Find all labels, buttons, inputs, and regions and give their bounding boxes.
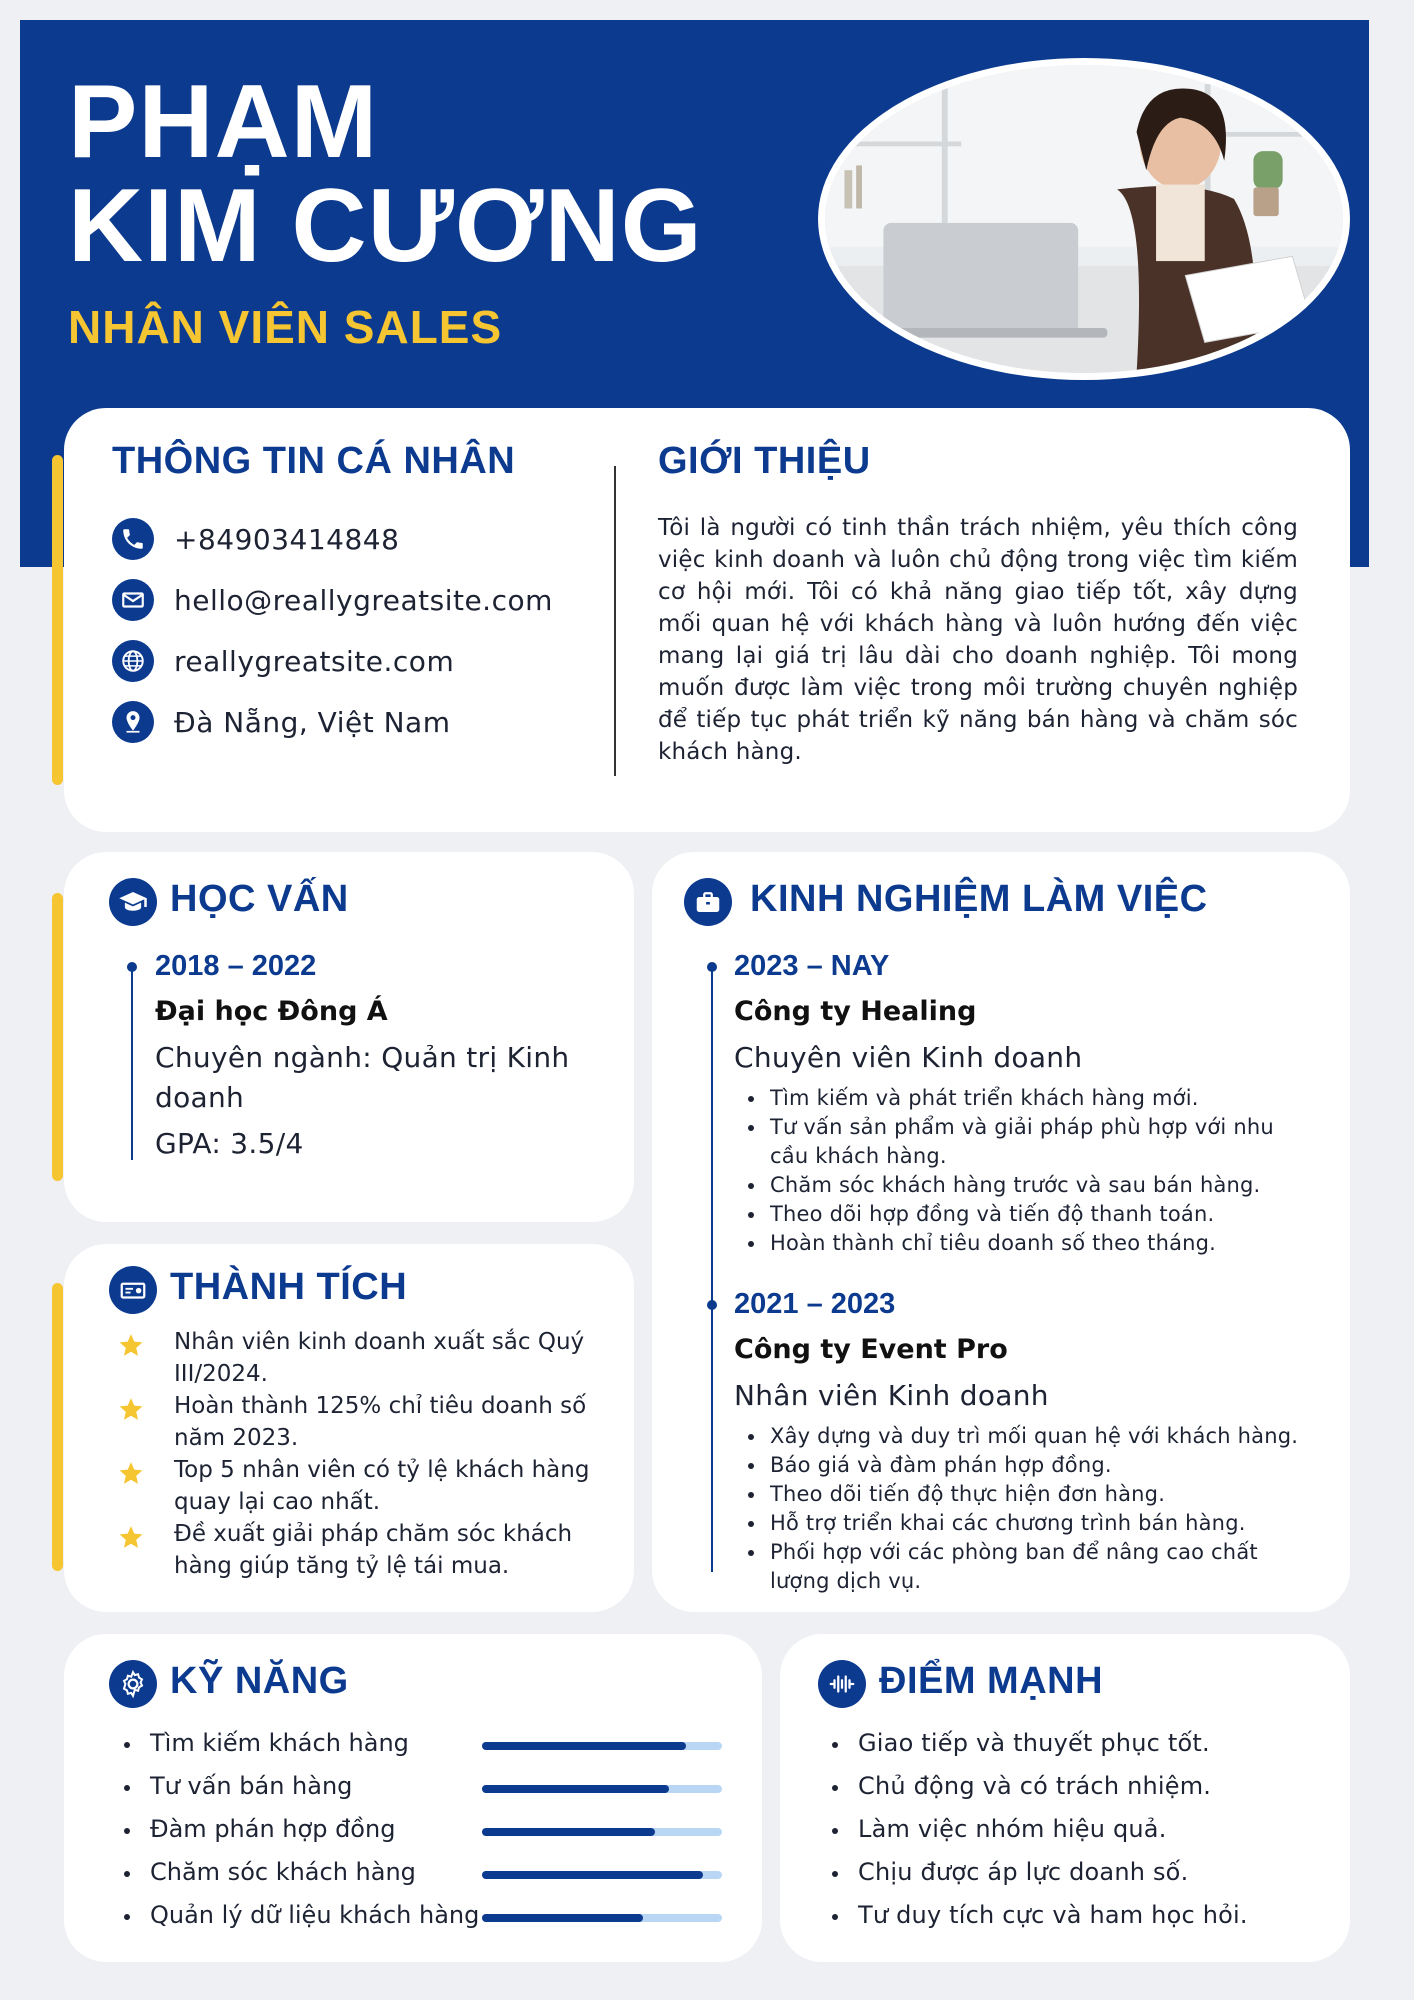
skill-level-bar [482,1785,722,1793]
star-icon [118,1460,144,1486]
star-icon [118,1332,144,1358]
job-duties-list [740,1422,1320,1596]
strength-item: Tư duy tích cực và ham học hỏi. [826,1894,1326,1937]
briefcase-icon [684,878,732,926]
job-duty: Xây dựng và duy trì mối quan hệ với khách hàng. [740,1422,1320,1451]
education-timeline [131,966,133,1160]
job-duties-list [740,1084,1310,1258]
skill-name: Tư vấn bán hàng [150,1772,353,1800]
skill-name: Tìm kiếm khách hàng [150,1729,409,1757]
education-major: Chuyên ngành: Quản trị Kinh doanh [155,1041,570,1114]
skill-level-bar [482,1742,722,1750]
profile-photo [818,58,1350,380]
achievements-list [118,1326,628,1582]
phone-icon [112,518,154,560]
skill-name: Đàm phán hợp đồng [150,1815,396,1843]
skill-level-bar [482,1871,722,1879]
achievement-item [118,1454,628,1518]
experience-timeline-dot [707,1300,717,1310]
graduation-cap-icon [109,878,157,926]
achievement-text: Hoàn thành 125% chỉ tiêu doanh số năm 2023. [174,1393,587,1451]
achievement-text: Top 5 nhân viên có tỷ lệ khách hàng quay lại cao nhất. [174,1457,590,1515]
education-timeline-dot [127,962,137,972]
gear-icon [109,1660,157,1708]
skill-item [118,1851,728,1894]
candidate-name [68,64,703,284]
skill-level-bar [482,1828,722,1836]
skill-name: Quản lý dữ liệu khách hàng [150,1901,480,1929]
education-years: 2018 – 2022 [155,950,317,982]
globe-icon [112,640,154,682]
skill-level-fill [482,1914,643,1922]
experience-title: KINH NGHIỆM LÀM VIỆC [750,878,1208,920]
contact-email [112,579,553,621]
school-name: Đại học Đông Á [155,996,388,1027]
achievement-item [118,1390,628,1454]
skill-item [118,1894,728,1937]
education-title: HỌC VẤN [170,878,349,920]
email-address[interactable]: hello@reallygreatsite.com [174,583,553,617]
location-text: Đà Nẵng, Việt Nam [174,705,451,739]
contact-phone [112,518,399,560]
experience-timeline [711,966,713,1572]
contact-location [112,701,450,743]
location-pin-icon [112,701,154,743]
job-years: 2023 – NAY [734,950,890,982]
achievement-text: Nhân viên kinh doanh xuất sắc Quý III/2024. [174,1329,585,1387]
strengths-title: ĐIỂM MẠNH [879,1660,1104,1702]
job-duty: Theo dõi hợp đồng và tiến độ thanh toán. [740,1200,1310,1229]
strengths-list [826,1722,1326,1937]
job-duty: Hỗ trợ triển khai các chương trình bán hàng. [740,1509,1320,1538]
skill-level-fill [482,1871,703,1879]
certificate-icon [109,1266,157,1314]
education-accent-bar [52,893,63,1181]
company-name: Công ty Healing [734,996,977,1027]
job-years: 2021 – 2023 [734,1288,896,1320]
phone-number[interactable]: +84903414848 [174,522,400,556]
profile-divider [614,466,616,776]
skill-level-bar [482,1914,722,1922]
skill-item [118,1722,728,1765]
job-duty: Phối hợp với các phòng ban để nâng cao chất lượng dịch vụ. [740,1538,1320,1596]
email-icon [112,579,154,621]
job-duty: Tìm kiếm và phát triển khách hàng mới. [740,1084,1310,1113]
personal-info-title: THÔNG TIN CÁ NHÂN [112,440,516,482]
job-role: NHÂN VIÊN SALES [68,301,503,353]
job-duty: Chăm sóc khách hàng trước và sau bán hàng. [740,1171,1310,1200]
education-gpa: GPA: 3.5/4 [155,1127,304,1160]
job-duty: Hoàn thành chỉ tiêu doanh số theo tháng. [740,1229,1310,1258]
job-duty: Báo giá và đàm phán hợp đồng. [740,1451,1320,1480]
intro-text: Tôi là người có tinh thần trách nhiệm, yêu thích công việc kinh doanh và luôn chủ động trong việc tìm kiếm cơ hội mới. Tôi có khả năng giao tiếp tốt, xây dựng mối quan hệ với khách hàng và luôn hướng đến việc mang lại giá trị lâu dài cho doanh nghiệp. Tôi mong muốn được làm việc trong môi trường chuyên nghiệp để tiếp tục phát triển kỹ năng bán hàng và chăm sóc khách hàng. [658,515,1298,765]
skills-title: KỸ NĂNG [170,1660,349,1702]
job-position: Chuyên viên Kinh doanh [734,1041,1083,1074]
strength-item: Làm việc nhóm hiệu quả. [826,1808,1326,1851]
skill-level-fill [482,1828,655,1836]
experience-timeline-dot [707,962,717,972]
job-duty: Tư vấn sản phẩm và giải pháp phù hợp với nhu cầu khách hàng. [740,1113,1310,1171]
name-line-1: PHẠM [68,64,379,180]
star-icon [118,1396,144,1422]
website-url[interactable]: reallygreatsite.com [174,644,455,678]
strength-item: Giao tiếp và thuyết phục tốt. [826,1722,1326,1765]
contact-website [112,640,454,682]
job-duty: Theo dõi tiến độ thực hiện đơn hàng. [740,1480,1320,1509]
skill-item [118,1765,728,1808]
skill-level-fill [482,1742,686,1750]
skill-item [118,1808,728,1851]
achievement-item [118,1518,628,1582]
company-name: Công ty Event Pro [734,1334,1008,1365]
skill-level-fill [482,1785,669,1793]
profile-accent-bar [52,455,63,785]
intro-title: GIỚI THIỆU [658,440,871,482]
skill-name: Chăm sóc khách hàng [150,1858,416,1886]
strength-item: Chịu được áp lực doanh số. [826,1851,1326,1894]
soundwave-icon [818,1660,866,1708]
achievements-accent-bar [52,1283,63,1571]
skills-list [118,1722,728,1937]
achievement-item [118,1326,628,1390]
strength-item: Chủ động và có trách nhiệm. [826,1765,1326,1808]
job-position: Nhân viên Kinh doanh [734,1379,1049,1412]
achievement-text: Đề xuất giải pháp chăm sóc khách hàng giúp tăng tỷ lệ tái mua. [174,1521,573,1579]
star-icon [118,1524,144,1550]
profile-photo-illustration [825,65,1343,373]
achievements-title: THÀNH TÍCH [170,1266,408,1308]
name-line-2: KIM CƯƠNG [68,168,703,284]
